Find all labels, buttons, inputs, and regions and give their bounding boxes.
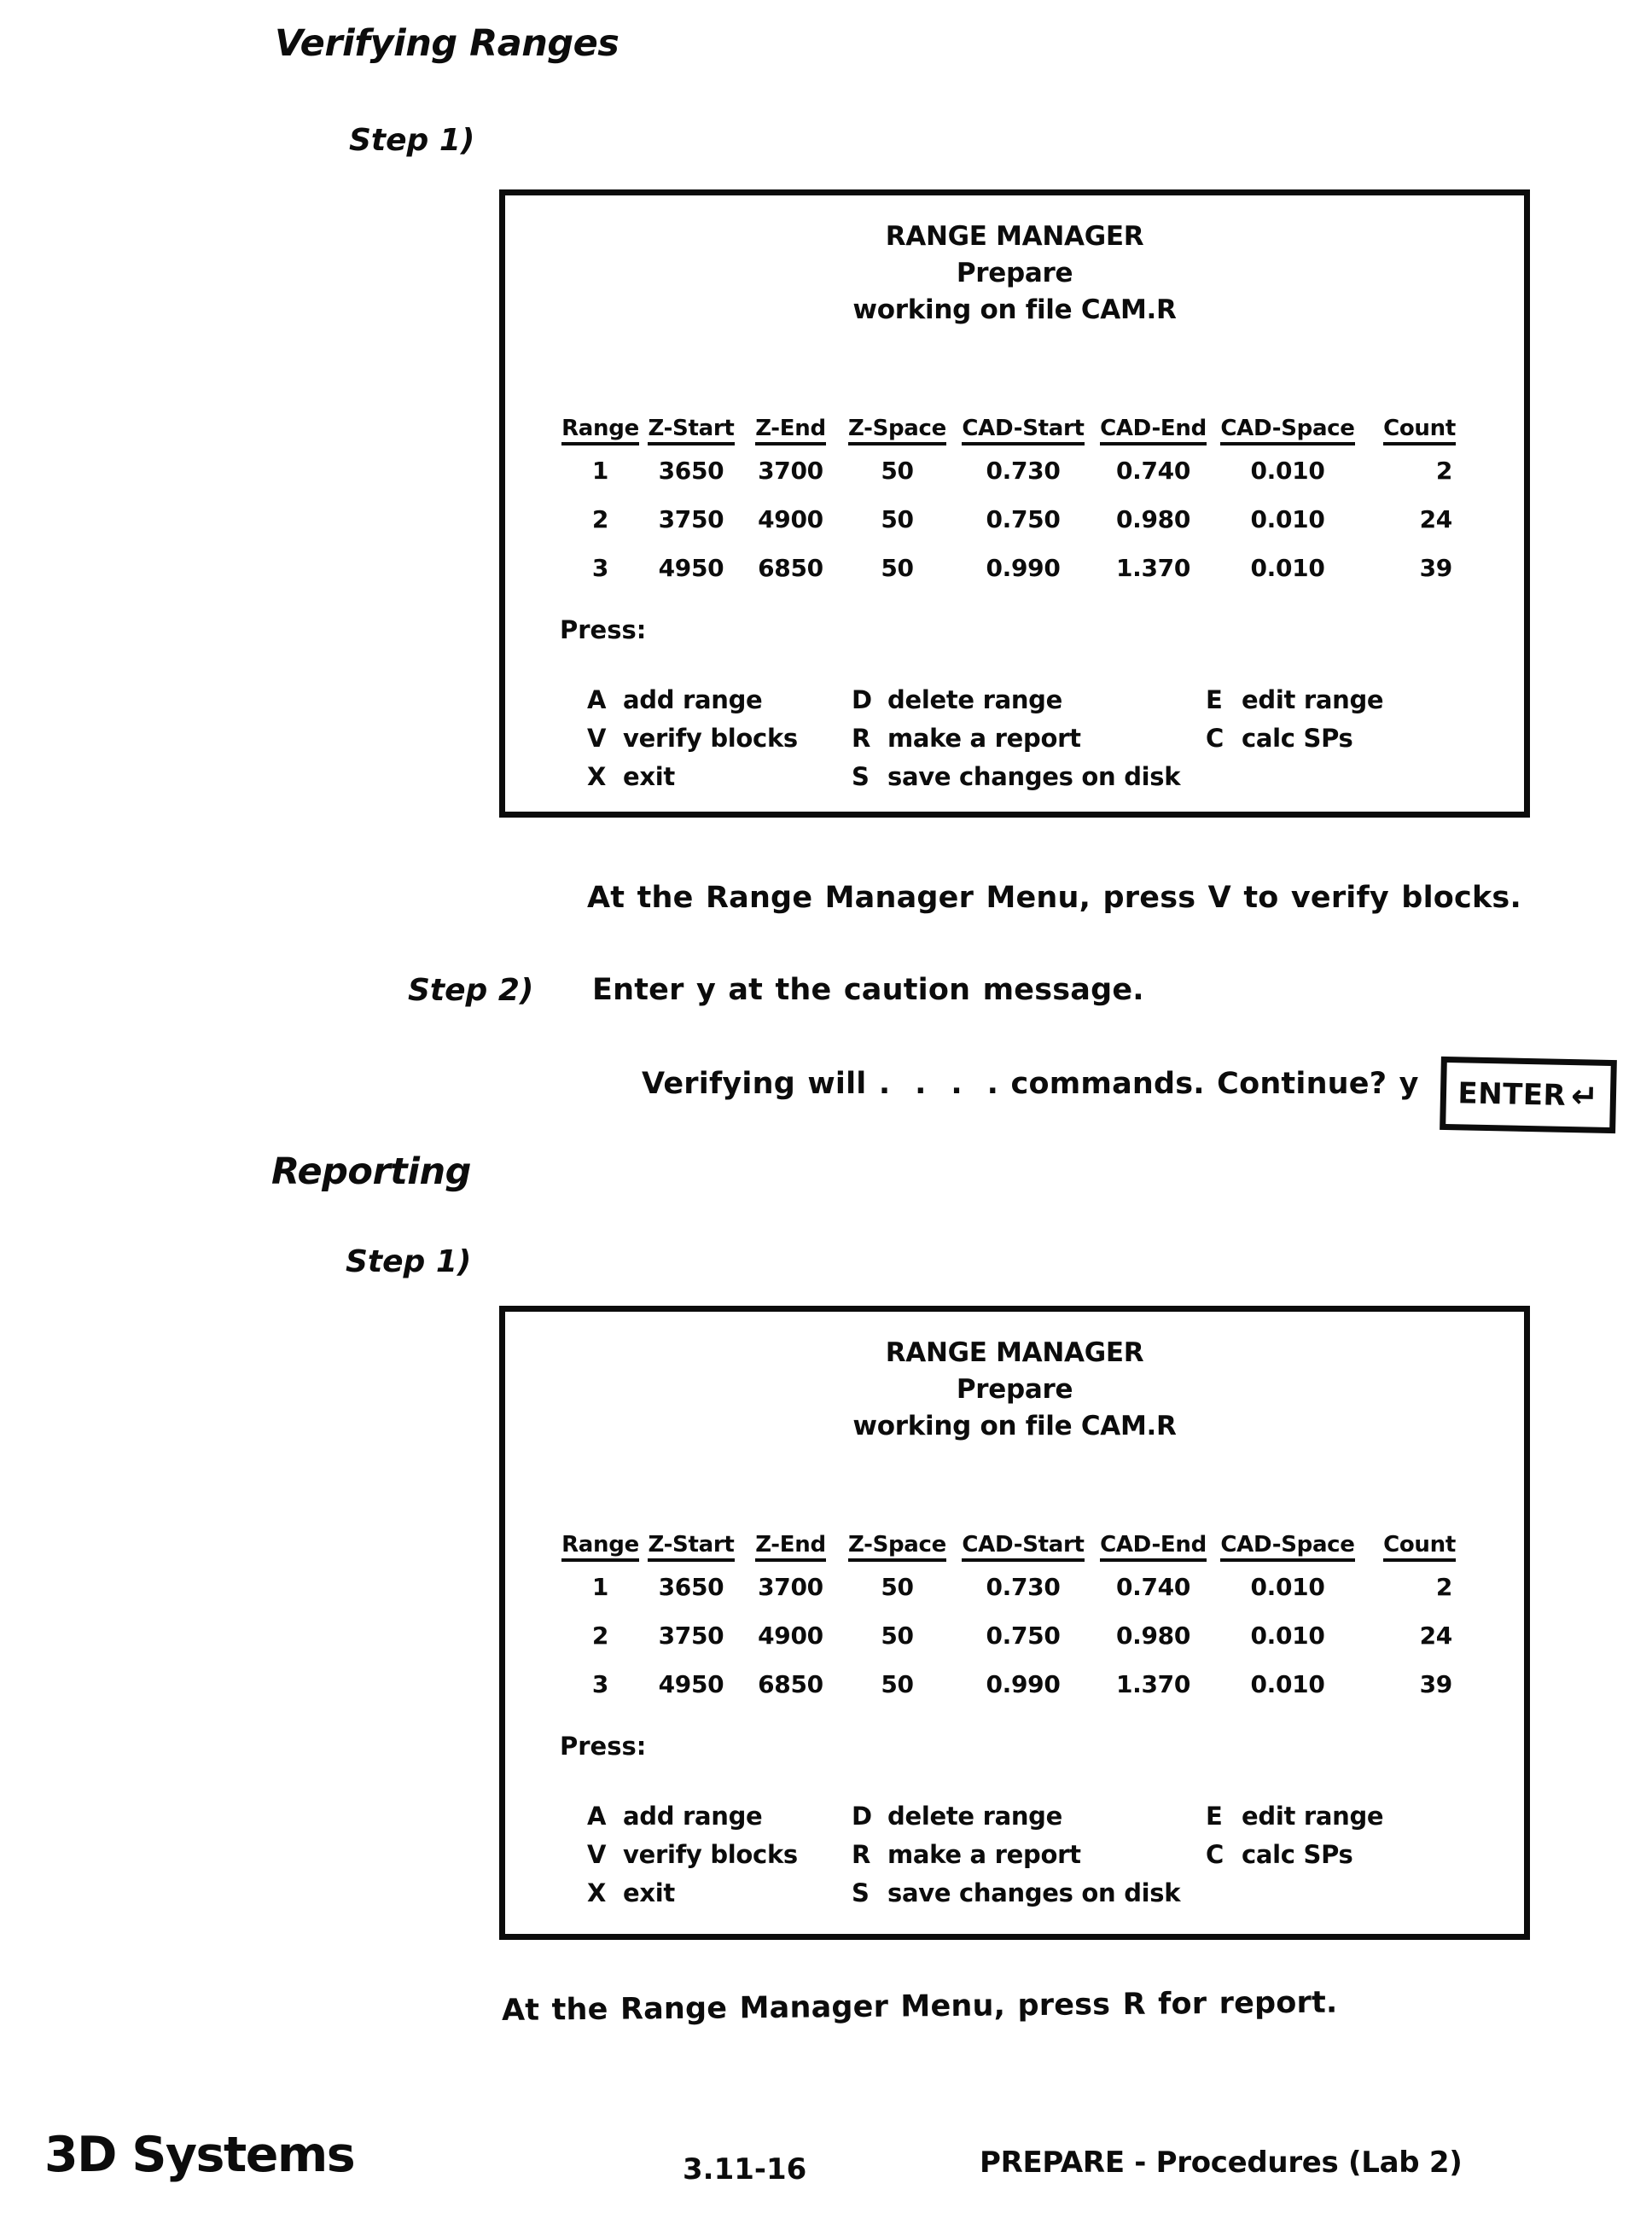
table-row	[560, 544, 1456, 592]
menu-item-exit: X exit	[587, 1878, 675, 1907]
screen-title: RANGE MANAGER	[885, 1337, 1144, 1368]
cell: 0.740	[1115, 1573, 1191, 1601]
table-row	[560, 1660, 1456, 1709]
cell: 4950	[658, 1670, 724, 1698]
cell: 1	[591, 457, 609, 485]
range-table	[560, 416, 1456, 592]
range-table	[560, 1532, 1456, 1709]
caption-report: At the Range Manager Menu, press R for report.	[501, 1985, 1338, 2028]
cell: 4950	[658, 554, 724, 582]
cell: 39	[1419, 554, 1452, 582]
cell: 50	[881, 1670, 914, 1698]
cell: 0.980	[1115, 505, 1191, 533]
cell: 24	[1419, 1622, 1452, 1650]
cell: 3650	[658, 1573, 724, 1601]
cell: 0.010	[1250, 505, 1325, 533]
table-header-row	[560, 416, 1456, 446]
step-2-label: Step 2)	[408, 973, 534, 1008]
cell: 50	[881, 505, 914, 533]
col-header-cad-end: CAD-End	[1091, 416, 1215, 446]
table-row	[560, 495, 1456, 544]
cell: 3650	[658, 457, 724, 485]
cell: 0.750	[986, 1622, 1061, 1650]
col-header-z-end: Z-End	[742, 1532, 840, 1563]
menu-item-calc-sps: C calc SPs	[1206, 1840, 1353, 1869]
press-label: Press:	[560, 1732, 647, 1761]
menu-item-edit-range: E edit range	[1206, 685, 1384, 714]
cell: 0.990	[986, 1670, 1061, 1698]
cell: 3700	[758, 457, 823, 485]
menu-item-save-changes: S save changes on disk	[852, 762, 1181, 791]
screen-subtitle: Prepare	[956, 1374, 1073, 1405]
menu-item-add-range: A add range	[587, 1802, 763, 1831]
cell: 3	[591, 554, 609, 582]
col-header-cad-space: CAD-Space	[1215, 1532, 1360, 1563]
cell: 0.010	[1250, 1670, 1325, 1698]
col-header-z-space: Z-Space	[840, 416, 955, 446]
enter-key	[1440, 1057, 1617, 1133]
screen-menu	[587, 1802, 1507, 1907]
menu-item-delete-range: D delete range	[852, 685, 1063, 714]
col-header-cad-start: CAD-Start	[955, 1532, 1091, 1563]
cell: 0.010	[1250, 1622, 1325, 1650]
cell: 0.010	[1250, 554, 1325, 582]
cell: 2	[591, 1622, 609, 1650]
menu-item-make-report: R make a report	[852, 1840, 1081, 1869]
press-label: Press:	[560, 615, 647, 644]
range-manager-screen-2	[499, 1306, 1530, 1940]
brand-logo-text: 3D Systems	[44, 2127, 355, 2183]
menu-item-exit: X exit	[587, 762, 675, 791]
cell: 50	[881, 554, 914, 582]
menu-item-verify-blocks: V verify blocks	[587, 1840, 798, 1869]
return-arrow-icon: ↵	[1570, 1077, 1600, 1115]
step-1-label-verifying: Step 1)	[349, 123, 475, 158]
col-header-cad-start: CAD-Start	[955, 416, 1091, 446]
cell: 1	[591, 1573, 609, 1601]
col-header-z-start: Z-Start	[641, 1532, 742, 1563]
col-header-count: Count	[1360, 416, 1456, 446]
cell: 0.730	[986, 457, 1061, 485]
col-header-count: Count	[1360, 1532, 1456, 1563]
cell: 1.370	[1115, 554, 1191, 582]
step-2-text: Enter y at the caution message.	[592, 973, 1144, 1007]
cell: 4900	[758, 505, 823, 533]
menu-item-save-changes: S save changes on disk	[852, 1878, 1181, 1907]
col-header-range: Range	[560, 1532, 641, 1563]
table-row	[560, 1563, 1456, 1611]
menu-item-make-report: R make a report	[852, 724, 1081, 753]
col-header-z-start: Z-Start	[641, 416, 742, 446]
screen-file-line: working on file CAM.R	[852, 1411, 1177, 1441]
table-row	[560, 1611, 1456, 1660]
col-header-z-space: Z-Space	[840, 1532, 955, 1563]
verify-prompt-text: Verifying will . . . . commands. Continue? y	[642, 1067, 1419, 1101]
col-header-z-end: Z-End	[742, 416, 840, 446]
section-heading-reporting: Reporting	[271, 1150, 471, 1193]
menu-item-verify-blocks: V verify blocks	[587, 724, 798, 753]
cell: 0.010	[1250, 1573, 1325, 1601]
cell: 3750	[658, 505, 724, 533]
cell: 2	[1435, 1573, 1452, 1601]
menu-item-calc-sps: C calc SPs	[1206, 724, 1353, 753]
range-manager-screen-1	[499, 189, 1530, 818]
table-header-row	[560, 1532, 1456, 1563]
cell: 2	[591, 505, 609, 533]
col-header-cad-end: CAD-End	[1091, 1532, 1215, 1563]
cell: 0.010	[1250, 457, 1325, 485]
enter-key-label: ENTER	[1457, 1076, 1567, 1113]
cell: 4900	[758, 1622, 823, 1650]
table-row	[560, 446, 1456, 495]
caption-verify-blocks: At the Range Manager Menu, press V to verify blocks.	[587, 881, 1521, 915]
cell: 39	[1419, 1670, 1452, 1698]
cell: 6850	[758, 1670, 823, 1698]
screen-title: RANGE MANAGER	[885, 221, 1144, 252]
cell: 24	[1419, 505, 1452, 533]
step-1-label-reporting: Step 1)	[346, 1244, 472, 1279]
section-heading-verifying-ranges: Verifying Ranges	[275, 22, 620, 65]
menu-item-edit-range: E edit range	[1206, 1802, 1384, 1831]
screen-menu	[587, 685, 1507, 791]
col-header-cad-space: CAD-Space	[1215, 416, 1360, 446]
cell: 50	[881, 1622, 914, 1650]
cell: 3750	[658, 1622, 724, 1650]
cell: 0.730	[986, 1573, 1061, 1601]
cell: 50	[881, 1573, 914, 1601]
cell: 3700	[758, 1573, 823, 1601]
cell: 6850	[758, 554, 823, 582]
page-number: 3.11-16	[683, 2152, 807, 2187]
cell: 50	[881, 457, 914, 485]
cell: 3	[591, 1670, 609, 1698]
menu-item-add-range: A add range	[587, 685, 763, 714]
cell: 0.980	[1115, 1622, 1191, 1650]
screen-subtitle: Prepare	[956, 258, 1073, 288]
screen-file-line: working on file CAM.R	[852, 294, 1177, 325]
cell: 2	[1435, 457, 1452, 485]
col-header-range: Range	[560, 416, 641, 446]
cell: 0.990	[986, 554, 1061, 582]
cell: 0.750	[986, 505, 1061, 533]
document-title: PREPARE - Procedures (Lab 2)	[980, 2146, 1463, 2180]
cell: 0.740	[1115, 457, 1191, 485]
menu-item-delete-range: D delete range	[852, 1802, 1063, 1831]
cell: 1.370	[1115, 1670, 1191, 1698]
